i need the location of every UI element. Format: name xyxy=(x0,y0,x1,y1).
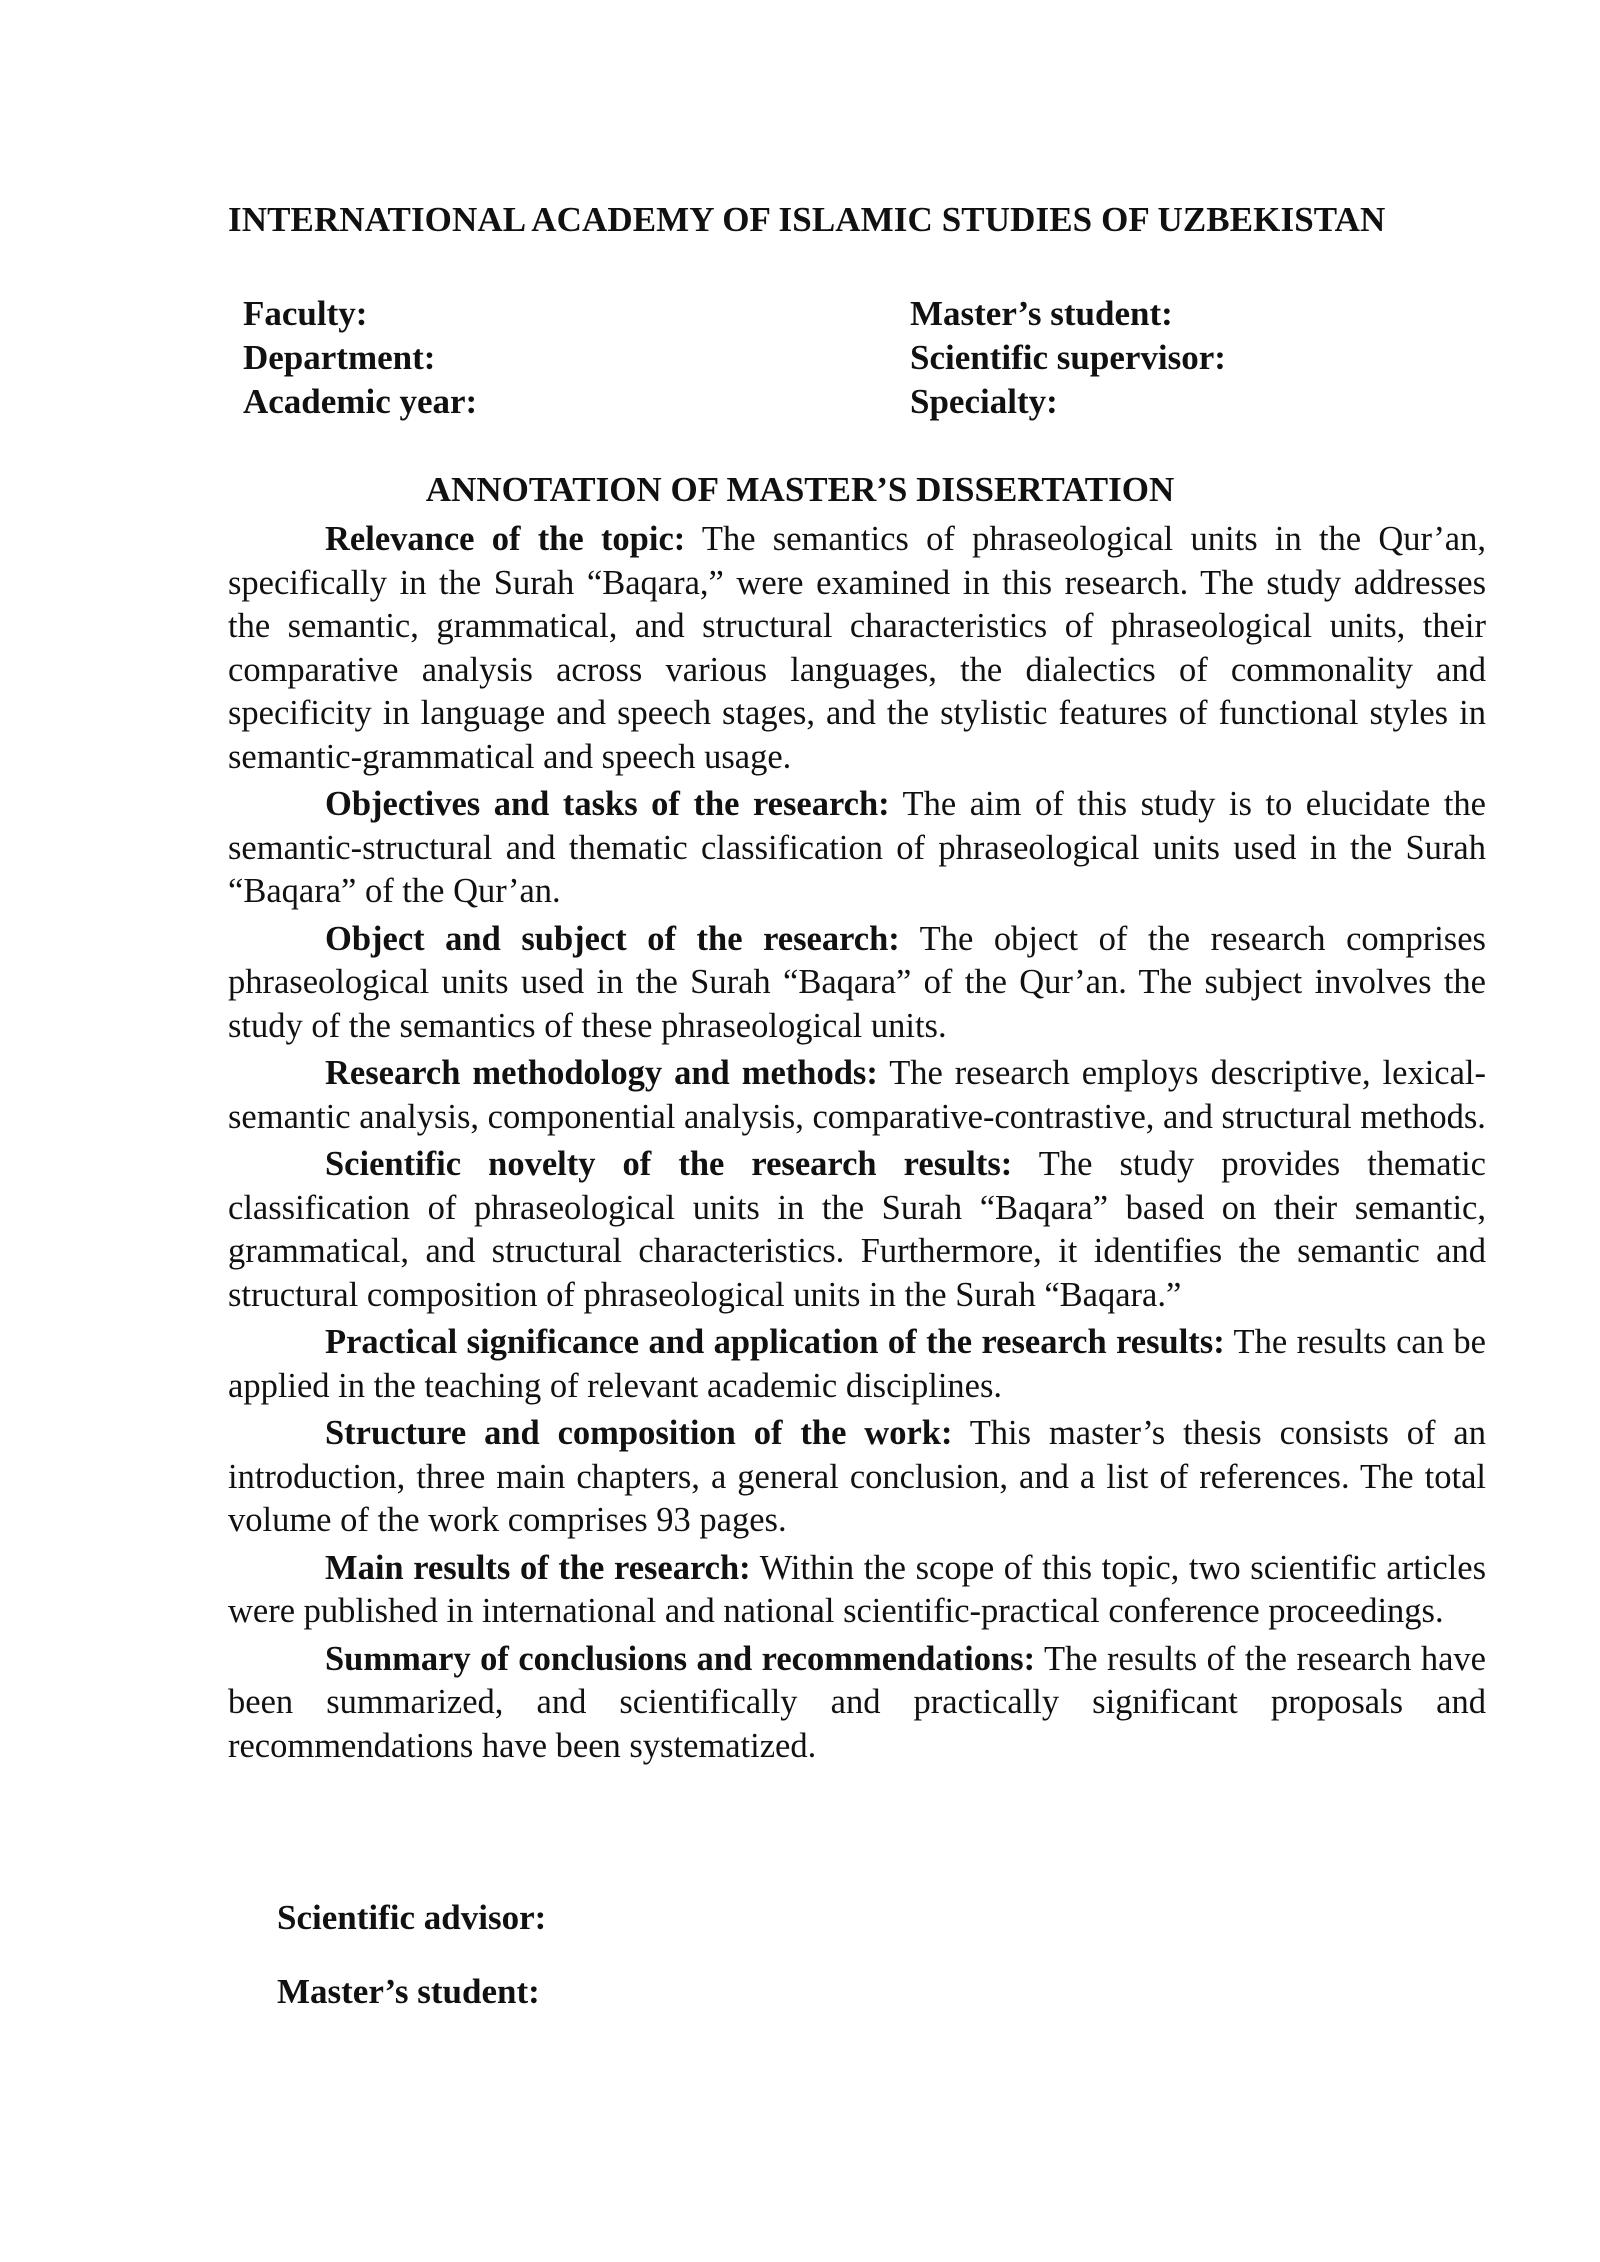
institution-title: INTERNATIONAL ACADEMY OF ISLAMIC STUDIES OF UZBEKISTAN xyxy=(228,200,1386,239)
section-label: Main results of the research: xyxy=(325,1548,751,1587)
section-novelty xyxy=(228,1143,1486,1317)
scientific-advisor-signature-label: Scientific advisor: xyxy=(277,1898,547,1937)
masters-student-label: Master’s student: xyxy=(910,294,1173,333)
document-heading: ANNOTATION OF MASTER’S DISSERTATION xyxy=(425,470,1175,509)
section-label: Research methodology and methods: xyxy=(325,1054,878,1092)
section-label: Objectives and tasks of the research: xyxy=(325,785,890,823)
section-text: The research employs descriptive, lexical-semantic analysis, componential analysis, comparative-contrastive, and structural methods. xyxy=(228,1054,1486,1136)
section-practical-significance xyxy=(228,1321,1486,1408)
section-structure xyxy=(228,1412,1486,1543)
section-methodology xyxy=(228,1052,1486,1139)
section-label: Structure and composition of the work: xyxy=(325,1414,953,1452)
section-text: Within the scope of this topic, two scientific articles were published in international and national scientific-practical conference proceedings. xyxy=(228,1548,1486,1630)
section-conclusions xyxy=(228,1638,1486,1769)
section-label: Object and subject of the research: xyxy=(325,919,900,958)
academic-year-label: Academic year: xyxy=(243,382,478,421)
section-object-subject xyxy=(228,918,1486,1049)
section-text: This master’s thesis consists of an introduction, three main chapters, a general conclusion, and a list of references. The total volume of the work comprises 93 pages. xyxy=(228,1414,1486,1539)
section-label: Scientific novelty of the research results: xyxy=(325,1145,1013,1183)
section-text: The aim of this study is to elucidate the semantic-structural and thematic classification of phraseological units used in the Surah “Baqara” of the Qur’an. xyxy=(228,785,1486,910)
section-label: Summary of conclusions and recommendations: xyxy=(325,1639,1036,1678)
section-text: The results of the research have been summarized, and scientifically and practically significant proposals and recommendations have been systematized. xyxy=(228,1639,1486,1765)
masters-student-signature-label: Master’s student: xyxy=(277,1972,540,2011)
signature-block xyxy=(277,1898,546,2012)
section-text: The object of the research comprises phraseological units used in the Surah “Baqara” of the Qur’an. The subject involves the study of the semantics of these phraseological units. xyxy=(228,919,1486,1045)
section-main-results xyxy=(228,1547,1486,1634)
section-label: Practical significance and application of the research results: xyxy=(325,1323,1225,1361)
section-text: The study provides thematic classification of phraseological units in the Surah “Baqara” based on their semantic, grammatical, and structural characteristics. Furthermore, it identifies the semantic and structural composition of phraseological units in the Surah “Baqara.” xyxy=(228,1145,1486,1314)
section-label: Relevance of the topic: xyxy=(325,520,686,558)
section-relevance xyxy=(228,518,1486,779)
department-label: Department: xyxy=(243,338,436,377)
meta-right-column xyxy=(910,292,1226,424)
section-text: The results can be applied in the teaching of relevant academic disciplines. xyxy=(228,1323,1486,1405)
meta-left-column xyxy=(243,292,477,424)
section-text: The semantics of phraseological units in the Qur’an, specifically in the Surah “Baqara,” were examined in this research. The study addresses the semantic, grammatical, and structural characteristics of phraseological units, their comparative analysis across various languages, the dialectics of commonality and specificity in language and speech stages, and the stylistic features of functional styles in semantic-grammatical and speech usage. xyxy=(228,520,1486,776)
scientific-supervisor-label: Scientific supervisor: xyxy=(910,338,1226,377)
faculty-label: Faculty: xyxy=(243,294,368,333)
annotation-body xyxy=(228,518,1486,1772)
specialty-label: Specialty: xyxy=(910,382,1058,421)
section-objectives xyxy=(228,783,1486,914)
